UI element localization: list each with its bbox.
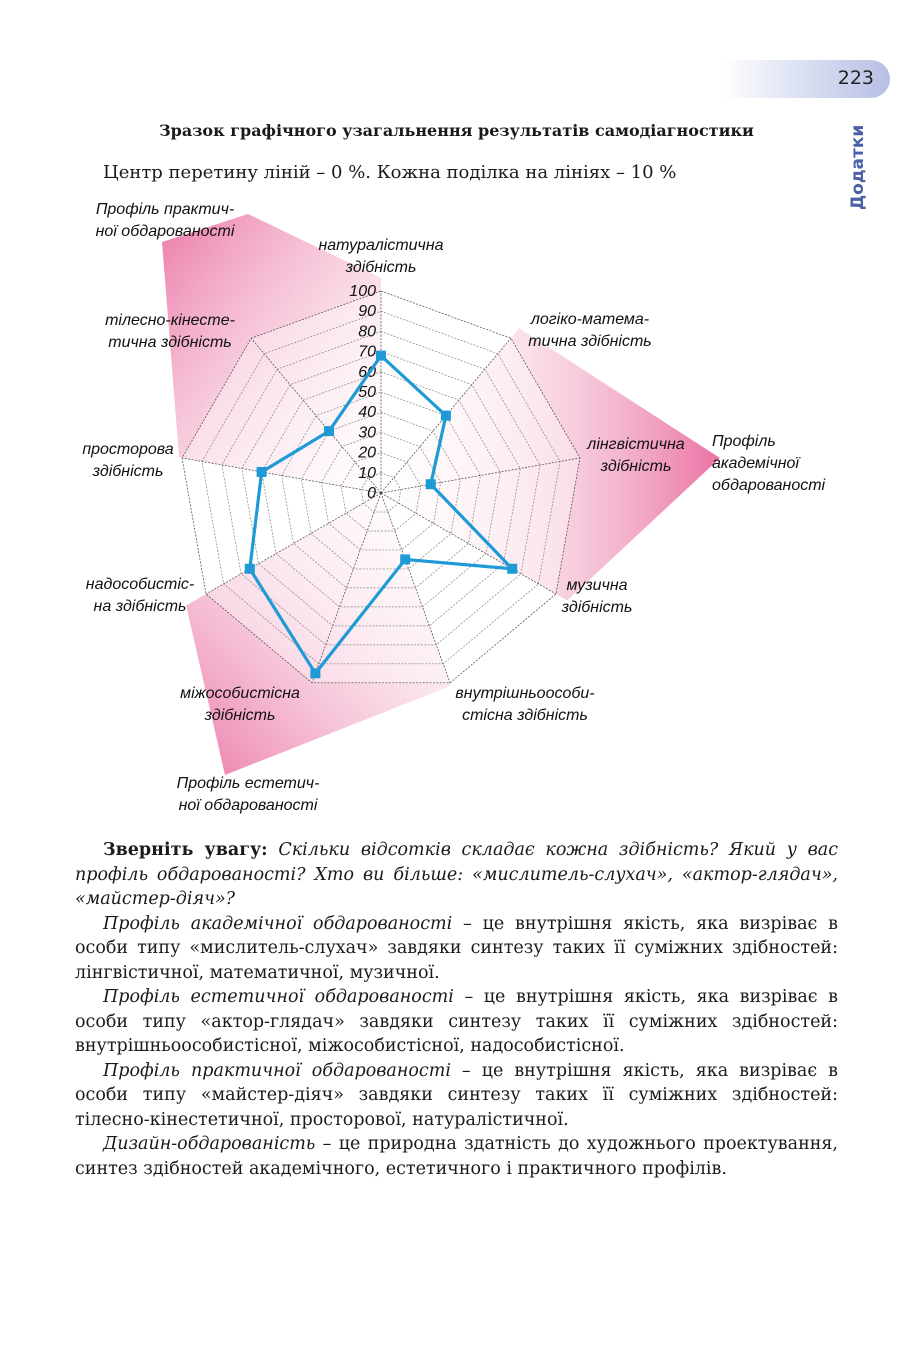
tick-label: 50	[358, 384, 376, 401]
axis-label: логіко-матема-	[530, 311, 650, 328]
axis-label: здібність	[561, 599, 633, 616]
definition-academic: – це внутрішня якість, яка визріває в особи типу «мислитель-слухач» завдяки синтезу таких її суміжних здібностей: лінгвістичної, математичної, музичної.	[75, 913, 838, 983]
axis-label: стісна здібність	[462, 707, 588, 724]
term-practical: Профіль практичної обдарованості	[103, 1060, 451, 1081]
figure-subtitle: Центр перетину ліній – 0 %. Кожна поділка на лініях – 10 %	[103, 162, 677, 183]
definition-design: – це природна здатність до художнього проектування, синтез здібностей академічного, естетичного і практичного профілів.	[75, 1134, 838, 1179]
page-number: 223	[837, 67, 874, 89]
attention-label: Зверніть увагу:	[103, 840, 268, 860]
data-point	[426, 479, 436, 489]
data-point	[441, 411, 451, 421]
term-aesthetic: Профіль естетичної обдарованості	[103, 987, 454, 1007]
tick-label: 60	[358, 363, 376, 381]
tick-label: 20	[358, 444, 376, 462]
axis-label: внутрішньоособи-	[455, 685, 595, 702]
tick-label: 30	[358, 424, 376, 442]
data-point	[324, 426, 334, 436]
tick-label: 100	[349, 283, 376, 300]
data-point	[245, 564, 255, 574]
body-text	[75, 838, 838, 1181]
profile-label: ної обдарованості	[178, 797, 318, 814]
data-point	[507, 564, 517, 574]
paragraph-academic	[75, 912, 838, 986]
profile-label: обдарованості	[712, 477, 826, 494]
term-academic: Профіль академічної обдарованості	[103, 913, 453, 934]
definition-practical: – це внутрішня якість, яка визріває в особи типу «майстер-діяч» завдяки синтезу таких її суміжних здібностей: тілесно-кінестетичної, просторової, натуралістичної.	[75, 1060, 838, 1130]
axis-label: тична здібність	[108, 334, 232, 351]
paragraph-design	[75, 1132, 838, 1181]
axis-label: музична	[566, 577, 628, 594]
tick-label: 90	[358, 303, 376, 321]
paragraph-aesthetic	[75, 985, 838, 1059]
figure-title: Зразок графічного узагальнення результатів самодіагностики	[159, 121, 754, 140]
axis-label: здібність	[600, 458, 672, 475]
data-point	[376, 351, 386, 361]
axis-label: тична здібність	[528, 333, 652, 350]
tick-label: 0	[367, 485, 376, 502]
axis-label: на здібність	[93, 598, 187, 615]
attention-text: Скільки відсотків складає кожна здібність? Який у вас профіль обдарованості? Хто ви більше: «мислитель-слухач», «актор-глядач», «майстер-діяч»?	[75, 840, 838, 909]
attention-paragraph	[75, 838, 838, 912]
section-label: Додатки	[848, 124, 868, 210]
profile-label: Профіль практич-	[95, 201, 235, 218]
definition-aesthetic: – це внутрішня якість, яка визріває в особи типу «актор-глядач» завдяки синтезу таких її суміжних здібностей: внутрішньоособистісної, міжособистісної, надособистісної.	[75, 987, 838, 1056]
profile-label: Профіль	[712, 433, 776, 450]
tick-label: 70	[358, 343, 376, 361]
data-point	[257, 467, 267, 477]
profile-label: ної обдарованості	[95, 223, 235, 240]
axis-label: лінгвістична	[587, 436, 685, 453]
data-point	[400, 554, 410, 564]
axis-label: міжособистісна	[180, 685, 300, 702]
data-point	[310, 668, 320, 678]
profile-label: академічної	[712, 455, 799, 472]
axis-label: здібність	[204, 707, 276, 724]
axis-label: надособистіс-	[85, 576, 195, 593]
axis-label: здібність	[92, 463, 164, 480]
tick-label: 80	[358, 323, 376, 341]
axis-label: просторова	[82, 441, 174, 458]
paragraph-practical	[75, 1059, 838, 1133]
profile-label: Профіль естетич-	[176, 775, 320, 792]
tick-label: 10	[358, 464, 376, 482]
axis-label: натуралістична	[318, 237, 444, 254]
tick-label: 40	[358, 404, 376, 422]
axis-label: тілесно-кінесте-	[105, 312, 235, 329]
term-design: Дизайн-обдарованість	[103, 1134, 316, 1154]
axis-label: здібність	[345, 259, 417, 276]
